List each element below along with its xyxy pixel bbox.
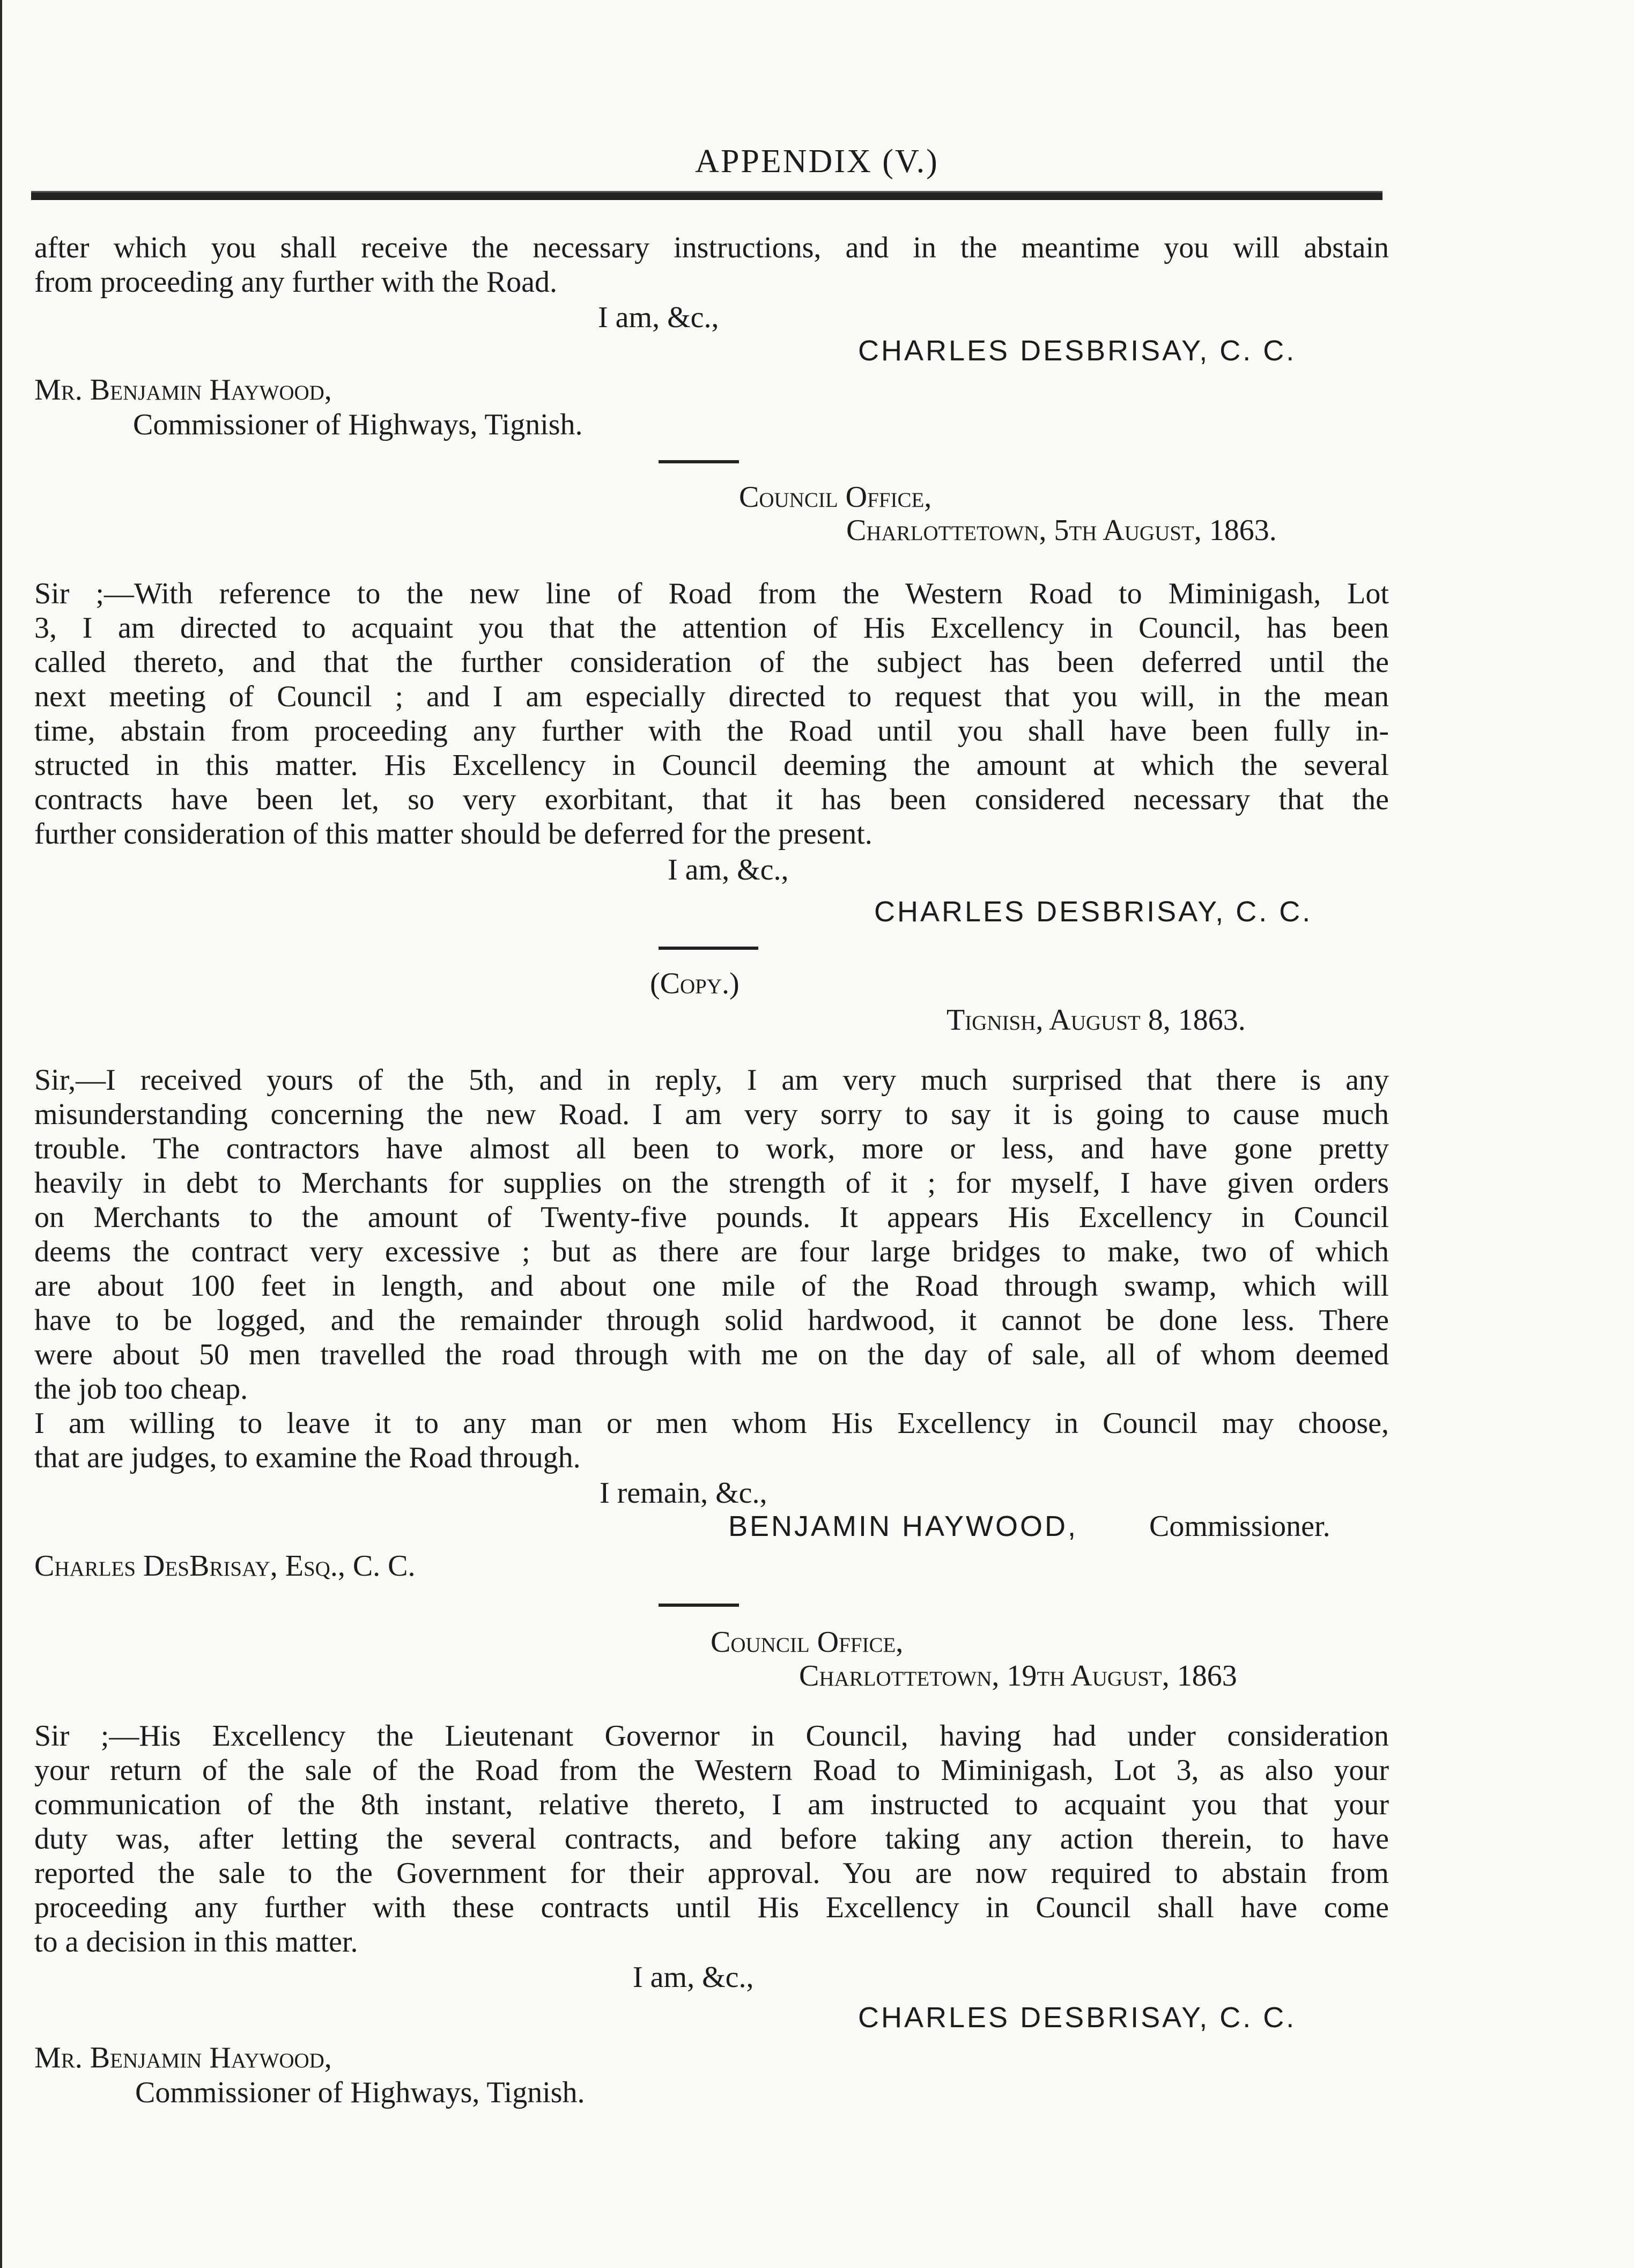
letter1-line-1: after which you shall receive the necessary instructions, and in the meantime you will abstain (34, 231, 1389, 264)
letter2-signature: CHARLES DESBRISAY, C. C. (874, 896, 1313, 928)
letter1-closing: I am, &c., (598, 301, 719, 334)
separator-rule-1 (659, 460, 739, 463)
letter4-addressee-name: Mr. Benjamin Haywood, (34, 2041, 332, 2074)
letter3-line-2: misunderstanding concerning the new Road. I am very sorry to say it is going to cause much (34, 1098, 1389, 1131)
page-header: APPENDIX (V.) (695, 143, 939, 180)
letter3-line-5: on Merchants to the amount of Twenty-five pounds. It appears His Excellency in Council (34, 1201, 1389, 1234)
separator-rule-2 (659, 947, 758, 950)
letter3-line-4: heavily in debt to Merchants for supplies on the strength of it ; for myself, I have given orders (34, 1166, 1389, 1200)
letter3-line-6: deems the contract very excessive ; but as there are four large bridges to make, two of which (34, 1235, 1389, 1268)
letter2-line-4: next meeting of Council ; and I am especially directed to request that you will, in the mean (34, 680, 1389, 713)
letter4-line-1: Sir ;—His Excellency the Lieutenant Governor in Council, having had under consideration (34, 1719, 1389, 1753)
letter4-signature: CHARLES DESBRISAY, C. C. (858, 2001, 1297, 2034)
letter1-signature: CHARLES DESBRISAY, C. C. (858, 335, 1297, 367)
letter2-closing: I am, &c., (668, 853, 789, 886)
letter3-signature-title: Commissioner. (1149, 1510, 1330, 1543)
letter4-office: Council Office, (711, 1626, 904, 1659)
letter2-place-date: Charlottetown, 5th August, 1863. (846, 514, 1277, 547)
letter2-office: Council Office, (739, 481, 932, 514)
letter2-line-2: 3, I am directed to acquaint you that the attention of His Excellency in Council, has been (34, 611, 1389, 645)
scan-edge-line (0, 0, 2, 2268)
letter3-closing: I remain, &c., (600, 1476, 767, 1510)
letter3-place-date: Tignish, August 8, 1863. (947, 1003, 1246, 1037)
letter2-line-5: time, abstain from proceeding any further with the Road until you shall have been fully in- (34, 714, 1389, 748)
letter1-addressee-name: Mr. Benjamin Haywood, (34, 373, 332, 407)
letter3-addressee: Charles DesBrisay, Esq., C. C. (34, 1549, 416, 1583)
header-rule (31, 191, 1382, 200)
letter4-closing: I am, &c., (633, 1961, 754, 1994)
letter3-line-12: that are judges, to examine the Road through. (34, 1441, 581, 1474)
letter4-line-6: proceeding any further with these contracts until His Excellency in Council shall have come (34, 1891, 1389, 1924)
letter4-line-5: reported the sale to the Government for their approval. You are now required to abstain from (34, 1857, 1389, 1890)
letter3-line-8: have to be logged, and the remainder through solid hardwood, it cannot be done less. There (34, 1304, 1389, 1337)
letter2-line-3: called thereto, and that the further consideration of the subject has been deferred until the (34, 646, 1389, 679)
letter4-line-2: your return of the sale of the Road from the Western Road to Miminigash, Lot 3, as also your (34, 1754, 1389, 1787)
separator-rule-3 (659, 1604, 739, 1607)
letter4-line-4: duty was, after letting the several contracts, and before taking any action therein, to have (34, 1822, 1389, 1856)
letter4-line-3: communication of the 8th instant, relative thereto, I am instructed to acquaint you that your (34, 1788, 1389, 1821)
letter1-addressee-title: Commissioner of Highways, Tignish. (133, 408, 583, 441)
letter3-copy-label: (Copy.) (650, 967, 740, 1000)
letter4-addressee-title: Commissioner of Highways, Tignish. (135, 2076, 585, 2109)
letter3-line-9: were about 50 men travelled the road through with me on the day of sale, all of whom deemed (34, 1338, 1389, 1371)
letter2-line-6: structed in this matter. His Excellency in Council deeming the amount at which the several (34, 749, 1389, 782)
letter3-signature: BENJAMIN HAYWOOD, (728, 1510, 1078, 1542)
letter2-line-1: Sir ;—With reference to the new line of Road from the Western Road to Miminigash, Lot (34, 577, 1389, 610)
letter4-place-date: Charlottetown, 19th August, 1863 (799, 1659, 1237, 1693)
letter1-line-2: from proceeding any further with the Road. (34, 265, 558, 299)
letter4-line-7: to a decision in this matter. (34, 1925, 358, 1959)
letter2-line-7: contracts have been let, so very exorbitant, that it has been considered necessary that the (34, 783, 1389, 816)
letter3-line-11: I am willing to leave it to any man or men whom His Excellency in Council may choose, (34, 1407, 1389, 1440)
letter3-line-1: Sir,—I received yours of the 5th, and in reply, I am very much surprised that there is any (34, 1063, 1389, 1097)
letter2-line-8: further consideration of this matter should be deferred for the present. (34, 817, 873, 851)
letter3-line-7: are about 100 feet in length, and about one mile of the Road through swamp, which will (34, 1269, 1389, 1303)
letter3-line-3: trouble. The contractors have almost all been to work, more or less, and have gone pretty (34, 1132, 1389, 1165)
letter3-line-10: the job too cheap. (34, 1372, 248, 1406)
